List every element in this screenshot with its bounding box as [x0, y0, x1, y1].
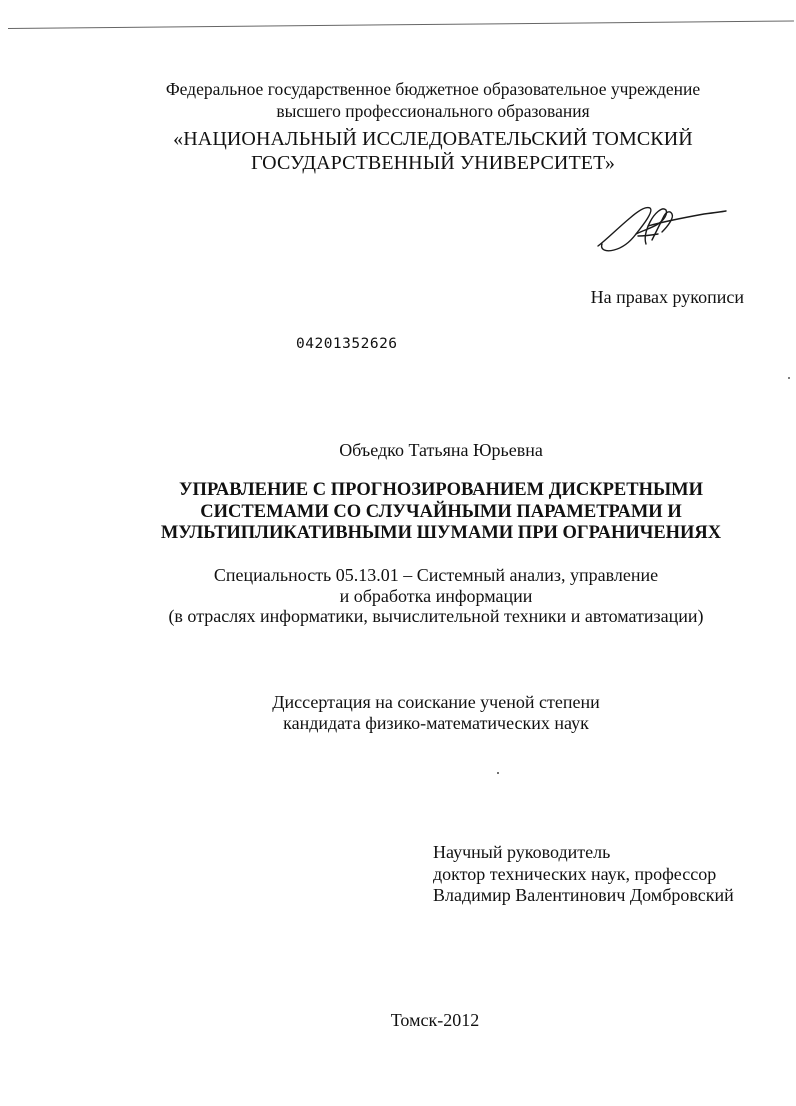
author-name: Объедко Татьяна Юрьевна: [339, 440, 543, 460]
degree-line-2: кандидата физико-математических наук: [283, 713, 589, 733]
supervisor-credentials: доктор технических наук, профессор: [433, 863, 717, 884]
specialty-block: [0, 565, 796, 627]
degree-line-1: Диссертация на соискание ученой степени: [272, 692, 600, 712]
dissertation-title: [0, 480, 796, 545]
scan-speck: [497, 772, 499, 774]
place-and-year: Томск-2012: [390, 1010, 480, 1030]
degree-block: [0, 692, 796, 734]
supervisor-name: Владимир Валентинович Домбровский: [433, 885, 734, 905]
manuscript-rights-note: На правах рукописи: [590, 287, 744, 307]
institution-org-line-1: Федеральное государственное бюджетное образовательное учреждение: [165, 79, 701, 99]
supervisor-role: Научный руководитель: [433, 842, 611, 862]
title-line-2: СИСТЕМАМИ СО СЛУЧАЙНЫМИ ПАРАМЕТРАМИ И: [200, 501, 682, 522]
scan-edge-line: [8, 20, 794, 29]
institution-name-line-2: ГОСУДАРСТВЕННЫЙ УНИВЕРСИТЕТ»: [251, 152, 615, 174]
supervisor-block: [433, 842, 734, 907]
archive-stamp-number: 04201352626: [296, 336, 398, 352]
specialty-line-1: Специальность 05.13.01 – Системный анализ, управление: [213, 565, 659, 585]
institution-organization: [0, 78, 796, 122]
institution-org-line-2: высшего профессионального образования: [276, 101, 590, 121]
specialty-line-3: (в отраслях информатики, вычислительной техники и автоматизации): [168, 606, 704, 626]
scan-speck: [788, 377, 790, 379]
institution-name-line-1: «НАЦИОНАЛЬНЫЙ ИССЛЕДОВАТЕЛЬСКИЙ ТОМСКИЙ: [173, 128, 693, 150]
handwritten-signature: [592, 196, 728, 256]
specialty-line-2: и обработка информации: [339, 585, 533, 606]
institution-name: [0, 127, 796, 175]
title-line-1: УПРАВЛЕНИЕ С ПРОГНОЗИРОВАНИЕМ ДИСКРЕТНЫМИ: [178, 480, 704, 500]
title-line-3: МУЛЬТИПЛИКАТИВНЫМИ ШУМАМИ ПРИ ОГРАНИЧЕНИЯХ: [160, 523, 722, 543]
